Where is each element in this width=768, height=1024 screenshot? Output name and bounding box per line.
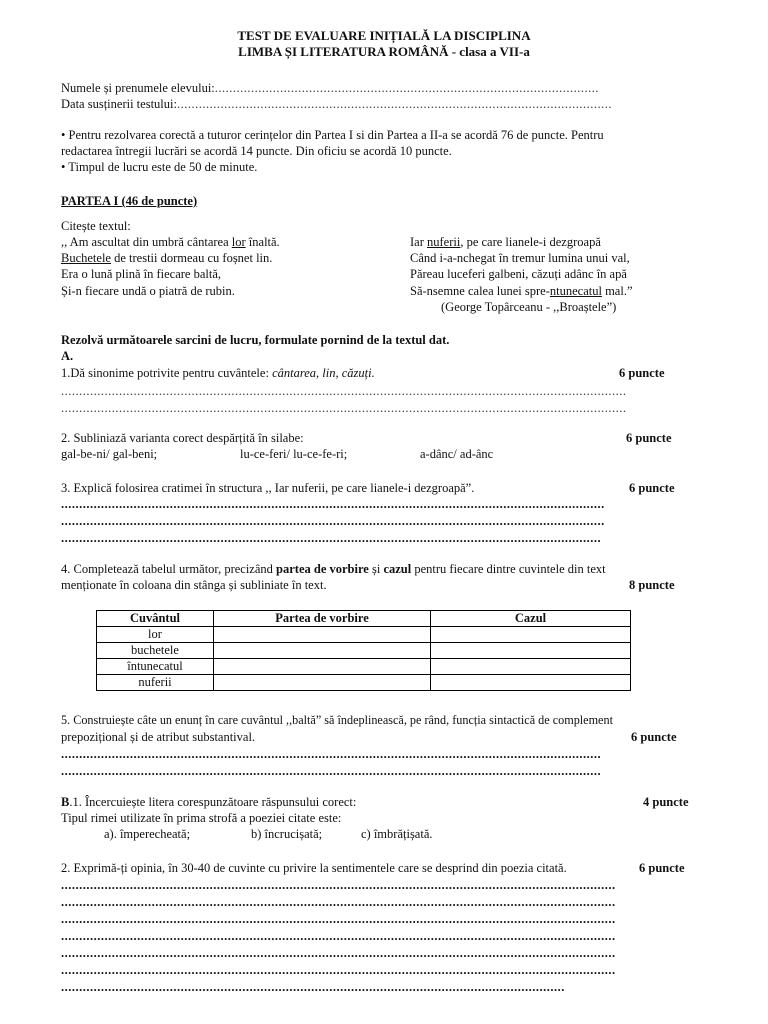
table-header-word: Cuvântul <box>97 611 214 627</box>
b2-answer-line[interactable]: ......................................................................................................................................................... <box>61 929 616 943</box>
section-b-q1-line-2: Tipul rimei utilizate în prima strofă a poeziei citate este: <box>61 811 342 825</box>
instructions-line-3: • Timpul de lucru este de 50 de minute. <box>61 160 258 174</box>
q3-text: 3. Explică folosirea cratimei în structura ,, Iar nuferii, pe care lianele-i dezgroapă”. <box>61 481 475 495</box>
b2-points: 6 puncte <box>639 861 685 875</box>
q1-answer-line-2[interactable]: ............................................................................................................................................................ <box>61 401 627 415</box>
q3-answer-line-2[interactable]: ...................................................................................................................................................... <box>61 514 605 528</box>
q3-answer-line-3[interactable]: ..................................................................................................................................................... <box>61 531 602 545</box>
b2-answer-line[interactable]: ......................................................................................................................................................... <box>61 912 616 926</box>
table-cell-case[interactable] <box>431 675 631 691</box>
table-row <box>97 659 631 675</box>
q2-option-3[interactable]: a-dânc/ ad-ânc <box>420 447 494 461</box>
table-header-part-of-speech: Partea de vorbire <box>214 611 431 627</box>
poem-left-line-4: Și-n fiecare undă o piatră de rubin. <box>61 284 235 298</box>
q2-text: 2. Subliniază varianta corect despărțită în silabe: <box>61 431 304 445</box>
table-header-case: Cazul <box>431 611 631 627</box>
q2-option-2[interactable]: lu-ce-feri/ lu-ce-fe-ri; <box>240 447 348 461</box>
poem-left-line-3: Era o lună plină în fiecare baltă, <box>61 267 221 281</box>
table-cell-case[interactable] <box>431 659 631 675</box>
section-b-option-a[interactable]: a). împerecheată; <box>104 827 191 841</box>
q5-points: 6 puncte <box>631 730 677 744</box>
poem-right-line-3: Păreau luceferi galbeni, căzuți adânc în apă <box>410 267 627 281</box>
tasks-intro: Rezolvă următoarele sarcini de lucru, formulate pornind de la textul dat. <box>61 333 450 347</box>
q5-answer-line-1[interactable]: ..................................................................................................................................................... <box>61 747 602 761</box>
q4-points: 8 puncte <box>629 578 675 592</box>
student-name-line <box>61 80 599 96</box>
section-b-q1-text: B.1. Încercuiește litera corespunzătoare răspunsului corect: <box>61 795 357 809</box>
q1-points: 6 puncte <box>619 366 665 380</box>
b2-text: 2. Exprimă-ți opinia, în 30-40 de cuvinte cu privire la sentimentele care se desprind din poezia citată. <box>61 861 567 875</box>
table-cell-part-of-speech[interactable] <box>214 627 431 643</box>
q4-text-line-1: 4. Completează tabelul următor, precizând partea de vorbire și cazul pentru fiecare dintre cuvintele din text <box>61 562 606 576</box>
q4-table <box>96 610 631 691</box>
q1-text: 1.Dă sinonime potrivite pentru cuvântele: cântarea, lin, căzuți. <box>61 366 375 380</box>
test-date-line <box>61 96 612 112</box>
table-row <box>97 675 631 691</box>
instructions-line-1: • Pentru rezolvarea corectă a tuturor cerințelor din Partea I si din Partea a II-a se acordă 76 de puncte. Pentru <box>61 128 604 142</box>
poem-left-line-2: Buchetele de trestii dormeau cu foșnet lin. <box>61 251 273 265</box>
table-cell-word: nuferii <box>97 675 214 691</box>
q3-points: 6 puncte <box>629 481 675 495</box>
poem-right-line-4: Să-nsemne calea lunei spre-ntunecatul mal.” <box>410 284 633 298</box>
student-name-dots: .......................................................................................................... <box>214 81 600 95</box>
b2-answer-line-last[interactable]: ........................................................................................................................................... <box>61 980 565 994</box>
title-line-2: LIMBA ȘI LITERATURA ROMÂNĂ - clasa a VII-a <box>238 44 530 59</box>
b2-answer-line[interactable]: ......................................................................................................................................................... <box>61 946 616 960</box>
table-cell-case[interactable] <box>431 643 631 659</box>
q4-text-line-2: menționate în coloana din stânga și subliniate în text. <box>61 578 327 592</box>
section-b-option-c[interactable]: c) îmbrățișată. <box>361 827 433 841</box>
q5-text-line-2: prepozițional și de atribut substantival. <box>61 730 256 744</box>
table-cell-word: întunecatul <box>97 659 214 675</box>
q2-points: 6 puncte <box>626 431 672 445</box>
test-date-label: Data susținerii testului: <box>61 97 177 111</box>
instructions-line-2: redactarea întregii lucrări se acordă 14 puncte. Din oficiu se acordă 10 puncte. <box>61 144 452 158</box>
q1-answer-line-1[interactable]: ............................................................................................................................................................ <box>61 384 627 398</box>
q5-text-line-1: 5. Construiește câte un enunț în care cuvântul ,,baltă” să îndeplinească, pe rând, funcția sintactică de complement <box>61 713 613 727</box>
student-name-label: Numele și prenumele elevului: <box>61 81 215 95</box>
poem-right-line-1: Iar nuferii, pe care lianele-i dezgroapă <box>410 235 601 249</box>
table-cell-part-of-speech[interactable] <box>214 659 431 675</box>
poem-right-line-2: Când i-a-nchegat în tremur lumina unui val, <box>410 251 630 265</box>
read-text-label: Citește textul: <box>61 219 131 233</box>
poem-author: (George Topârceanu - ,,Broaștele”) <box>441 300 617 314</box>
poem-left-line-1: ,, Am ascultat din umbră cântarea lor înaltă. <box>61 235 280 249</box>
section-b-q1-points: 4 puncte <box>643 795 689 809</box>
section-b-option-b[interactable]: b) încrucișată; <box>251 827 323 841</box>
table-cell-part-of-speech[interactable] <box>214 643 431 659</box>
part1-heading: PARTEA I (46 de puncte) <box>61 194 198 208</box>
title-line-1: TEST DE EVALUARE INIȚIALĂ LA DISCIPLINA <box>237 28 531 43</box>
q2-option-1[interactable]: gal-be-ni/ gal-beni; <box>61 447 158 461</box>
table-cell-part-of-speech[interactable] <box>214 675 431 691</box>
table-cell-case[interactable] <box>431 627 631 643</box>
b2-answer-line[interactable]: ......................................................................................................................................................... <box>61 878 616 892</box>
q3-answer-line-1[interactable]: ...................................................................................................................................................... <box>61 497 605 511</box>
table-row <box>97 627 631 643</box>
table-row <box>97 643 631 659</box>
b2-answer-line[interactable]: ......................................................................................................................................................... <box>61 895 616 909</box>
table-cell-word: lor <box>97 627 214 643</box>
table-cell-word: buchetele <box>97 643 214 659</box>
q5-answer-line-2[interactable]: ..................................................................................................................................................... <box>61 764 602 778</box>
table-header-row <box>97 611 631 627</box>
section-a-label: A. <box>61 349 74 363</box>
b2-answer-line[interactable]: ......................................................................................................................................................... <box>61 963 616 977</box>
test-date-dots: ........................................................................................................................ <box>176 97 612 111</box>
